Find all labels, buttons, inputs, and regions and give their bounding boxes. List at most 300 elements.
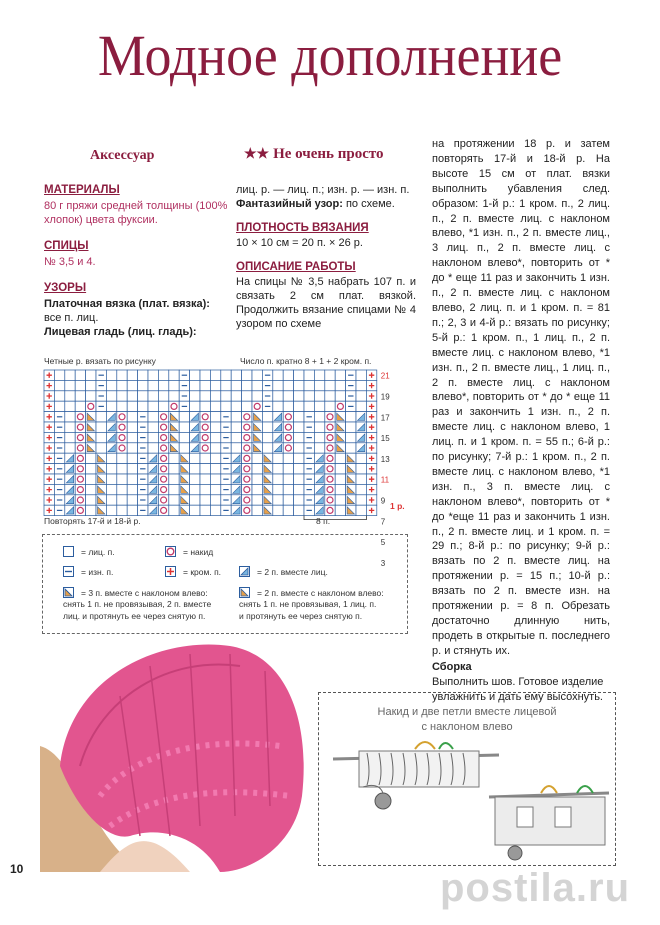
chart-cell <box>127 391 137 401</box>
category-heading: Аксессуар <box>90 148 155 163</box>
chart-cell <box>283 422 293 432</box>
chart-cell <box>75 495 85 505</box>
chart-cell <box>117 474 127 484</box>
chart-cell <box>86 453 96 463</box>
chart-cell <box>75 484 85 494</box>
chart-cell <box>242 505 252 515</box>
chart-cell <box>314 380 324 390</box>
chart-cell <box>117 380 127 390</box>
chart-cell <box>304 401 314 411</box>
chart-cell <box>86 505 96 515</box>
chart-cell <box>75 370 85 380</box>
yarn-over-icon <box>165 546 176 557</box>
chart-row-label: 9 <box>380 496 386 506</box>
difficulty-stars: ★★ <box>244 147 270 162</box>
chart-cell <box>75 464 85 474</box>
chart-cell <box>200 422 210 432</box>
chart-cell <box>200 412 210 422</box>
chart-cell <box>169 453 179 463</box>
chart-cell <box>200 401 210 411</box>
chart-cell <box>117 432 127 442</box>
chart-cell <box>54 401 64 411</box>
chart-cell <box>86 474 96 484</box>
chart-cell <box>117 505 127 515</box>
chart-cell <box>294 443 304 453</box>
edge-stitch-icon <box>165 566 176 577</box>
chart-cell <box>127 422 137 432</box>
chart-cell <box>65 401 75 411</box>
chart-cell <box>148 432 158 442</box>
chart-cell <box>158 484 168 494</box>
illustration-title-line1: Накид и две петли вместе лицевой <box>377 706 557 718</box>
chart-cell <box>325 464 335 474</box>
chart-row-label: 5 <box>380 538 386 548</box>
chart-cell <box>86 401 96 411</box>
chart-cell <box>158 443 168 453</box>
chart-cell <box>231 422 241 432</box>
fancy-pattern-text: по схеме. <box>342 198 395 210</box>
chart-cell <box>158 453 168 463</box>
chart-cell <box>127 380 137 390</box>
chart-cell <box>252 474 262 484</box>
chart-cell <box>294 401 304 411</box>
legend-k3tog-l1: = 3 п. вместе с наклоном влево: <box>81 588 208 598</box>
chart-cell <box>356 464 366 474</box>
chart-cell <box>169 495 179 505</box>
pattern-stockinette-label: Лицевая гладь (лиц. гладь): <box>44 326 197 338</box>
chart-cell <box>96 443 106 453</box>
chart-cell <box>117 401 127 411</box>
chart-cell <box>86 391 96 401</box>
chart-cell <box>252 464 262 474</box>
legend-yo: = накид <box>183 547 214 557</box>
chart-cell <box>325 401 335 411</box>
chart-cell <box>210 484 220 494</box>
chart-cell <box>304 370 314 380</box>
chart-cell <box>106 484 116 494</box>
chart-cell <box>346 432 356 442</box>
pattern-garter-text: все п. лиц. <box>44 312 99 324</box>
chart-cell <box>294 505 304 515</box>
chart-cell <box>325 412 335 422</box>
chart-cell <box>242 391 252 401</box>
chart-cell <box>231 412 241 422</box>
chart-cell <box>294 422 304 432</box>
chart-row-label: 19 <box>380 392 390 402</box>
chart-cell <box>356 391 366 401</box>
chart-cell <box>210 391 220 401</box>
chart-cell <box>252 484 262 494</box>
materials-text: 80 г пряжи средней толщины (100% хлопок) цвета фуксии. <box>44 200 228 226</box>
knit-stitch-icon <box>63 546 74 557</box>
chart-cell <box>138 401 148 411</box>
chart-cell <box>65 380 75 390</box>
chart-cell <box>75 422 85 432</box>
chart-cell <box>127 370 137 380</box>
chart-cell <box>179 443 189 453</box>
chart-cell <box>127 443 137 453</box>
column-3 <box>432 137 610 704</box>
chart-cell <box>200 443 210 453</box>
chart-cell <box>325 422 335 432</box>
chart-cell <box>252 401 262 411</box>
chart-row-label: 17 <box>380 413 390 423</box>
chart-cell <box>148 380 158 390</box>
chart-cell <box>273 370 283 380</box>
chart-cell <box>242 474 252 484</box>
chart-cell <box>335 401 345 411</box>
chart-cell <box>231 443 241 453</box>
chart-cell <box>231 391 241 401</box>
chart-cell <box>242 422 252 432</box>
patterns-heading: УЗОРЫ <box>44 282 87 294</box>
knitting-steps-drawing <box>319 693 615 865</box>
chart-cell <box>200 380 210 390</box>
illustration-title-line2: с наклоном влево <box>421 721 513 733</box>
chart-cell <box>138 391 148 401</box>
chart-cell <box>273 401 283 411</box>
work-heading: ОПИСАНИЕ РАБОТЫ <box>236 261 356 273</box>
chart-cell <box>294 464 304 474</box>
chart-cell <box>158 474 168 484</box>
chart-cell <box>252 370 262 380</box>
hat-photo <box>40 636 308 872</box>
chart-cell <box>127 432 137 442</box>
chart-cell <box>210 380 220 390</box>
chart-cell <box>169 391 179 401</box>
fancy-pattern-label: Фантазийный узор: <box>236 198 343 210</box>
chart-cell <box>117 495 127 505</box>
watermark: postila.ru <box>440 866 631 910</box>
chart-cell <box>325 370 335 380</box>
chart-cell <box>325 443 335 453</box>
chart-cell <box>252 380 262 390</box>
chart-cell <box>200 474 210 484</box>
chart-caption-repeat: Повторять 17-й и 18-й р. <box>44 516 141 526</box>
legend-k2tog-l1: = 2 п. вместе с наклоном влево: <box>257 588 384 598</box>
chart-cell <box>210 443 220 453</box>
chart-cell <box>221 401 231 411</box>
difficulty-heading <box>244 146 384 163</box>
chart-cell <box>127 464 137 474</box>
chart-cell <box>325 505 335 515</box>
chart-cell <box>65 412 75 422</box>
chart-cell <box>148 422 158 432</box>
legend-purl: = изн. п. <box>81 567 114 577</box>
chart-cell <box>335 380 345 390</box>
chart-cell <box>117 391 127 401</box>
chart-cell <box>106 495 116 505</box>
chart-cell <box>138 370 148 380</box>
chart-cell <box>190 380 200 390</box>
chart-repeat-label: 8 п. <box>316 516 331 526</box>
chart-cell <box>169 464 179 474</box>
legend-k2tog-l3: и протянуть ее через снятую п. <box>239 611 363 621</box>
chart-cell <box>356 495 366 505</box>
chart-cell <box>148 412 158 422</box>
chart-cell <box>314 401 324 411</box>
chart-cell <box>283 453 293 463</box>
chart-cell <box>242 464 252 474</box>
chart-cell <box>200 495 210 505</box>
chart-cell <box>210 464 220 474</box>
chart-cell <box>304 380 314 390</box>
chart-cell <box>231 370 241 380</box>
chart-cell <box>169 380 179 390</box>
page-title: Модное дополнение <box>97 23 563 88</box>
chart-cell <box>273 495 283 505</box>
chart-cell <box>252 495 262 505</box>
chart-cell <box>273 484 283 494</box>
technique-illustration <box>318 692 616 866</box>
chart-cell <box>356 474 366 484</box>
chart-cell <box>158 412 168 422</box>
chart-legend <box>42 534 408 634</box>
chart-cell <box>283 370 293 380</box>
chart-cell <box>75 380 85 390</box>
chart-cell <box>314 370 324 380</box>
chart-cell <box>117 464 127 474</box>
chart-cell <box>158 422 168 432</box>
chart-cell <box>335 474 345 484</box>
chart-cell <box>221 391 231 401</box>
chart-cell <box>158 432 168 442</box>
k3tog-left-icon <box>63 587 74 598</box>
chart-cell <box>231 432 241 442</box>
chart-cell <box>325 474 335 484</box>
chart-cell <box>273 474 283 484</box>
chart-cell <box>200 453 210 463</box>
chart-cell <box>294 391 304 401</box>
chart-cell <box>283 484 293 494</box>
chart-cell <box>106 474 116 484</box>
chart-cell <box>117 412 127 422</box>
assembly-heading: Сборка <box>432 660 472 673</box>
chart-cell <box>190 484 200 494</box>
chart-cell <box>200 484 210 494</box>
chart-cell <box>262 422 272 432</box>
chart-cell <box>127 484 137 494</box>
chart-cell <box>210 495 220 505</box>
chart-cell <box>231 401 241 411</box>
chart-cell <box>127 412 137 422</box>
chart-cell <box>356 380 366 390</box>
chart-cell <box>283 380 293 390</box>
chart-cell <box>283 505 293 515</box>
chart-cell <box>190 370 200 380</box>
chart-cell <box>148 370 158 380</box>
chart-cell <box>210 453 220 463</box>
chart-cell <box>283 495 293 505</box>
work-text: На спицы № 3,5 набрать 107 п. и связать 2 см плат. вязкой. Продолжить вязание спицами № 4 узором по схеме <box>236 276 416 330</box>
chart-cell <box>242 453 252 463</box>
chart-cell <box>314 391 324 401</box>
chart-cell <box>148 401 158 411</box>
needles-text: № 3,5 и 4. <box>44 256 96 268</box>
chart-cell <box>242 484 252 494</box>
chart-cell <box>86 370 96 380</box>
chart-cell <box>335 495 345 505</box>
chart-cell <box>273 453 283 463</box>
chart-cell <box>148 391 158 401</box>
chart-cell <box>106 464 116 474</box>
chart-cell <box>117 453 127 463</box>
chart-cell <box>190 453 200 463</box>
chart-cell <box>283 432 293 442</box>
chart-cell <box>210 370 220 380</box>
chart-cell <box>283 474 293 484</box>
chart-cell <box>283 443 293 453</box>
chart-cell <box>179 422 189 432</box>
chart-cell <box>210 505 220 515</box>
chart-cell <box>294 453 304 463</box>
chart-cell <box>65 432 75 442</box>
chart-cell <box>262 432 272 442</box>
chart-cell <box>106 370 116 380</box>
chart-row-label: 13 <box>380 454 390 464</box>
chart-cell <box>283 412 293 422</box>
pattern-garter-label: Платочная вязка (плат. вязка): <box>44 298 210 310</box>
chart-cell <box>262 412 272 422</box>
legend-knit: = лиц. п. <box>81 547 115 557</box>
chart-cell <box>200 432 210 442</box>
chart-cell <box>314 422 324 432</box>
chart-cell <box>158 495 168 505</box>
chart-cell <box>106 391 116 401</box>
chart-row-label: 15 <box>380 434 390 444</box>
chart-cell <box>294 380 304 390</box>
materials-heading: МАТЕРИАЛЫ <box>44 184 120 196</box>
page-number: 10 <box>10 862 24 876</box>
chart-cell <box>252 453 262 463</box>
chart-cell <box>117 422 127 432</box>
assembly-text: Выполнить шов. Готовое изделие увлажнить и дать ему высохнуть. <box>432 675 604 703</box>
chart-cell <box>335 391 345 401</box>
chart-cell <box>221 370 231 380</box>
chart-cell <box>231 380 241 390</box>
legend-edge: = кром. п. <box>183 567 222 577</box>
chart-cell <box>356 401 366 411</box>
chart-cell <box>200 370 210 380</box>
chart-cell <box>190 464 200 474</box>
chart-cell <box>117 484 127 494</box>
chart-cell <box>127 474 137 484</box>
chart-cell <box>221 380 231 390</box>
chart-cell <box>75 401 85 411</box>
chart-cell <box>210 474 220 484</box>
difficulty-label: Не очень просто <box>273 146 384 162</box>
chart-cell <box>86 495 96 505</box>
chart-cell <box>294 474 304 484</box>
chart-cell <box>65 391 75 401</box>
chart-cell <box>75 443 85 453</box>
chart-cell <box>200 391 210 401</box>
chart-row-label: 3 <box>380 558 386 568</box>
chart-cell <box>325 495 335 505</box>
k2tog-left-icon <box>239 587 250 598</box>
chart-cell <box>304 391 314 401</box>
chart-cell <box>210 432 220 442</box>
chart-cell <box>158 464 168 474</box>
chart-cell <box>335 453 345 463</box>
chart-cell <box>96 422 106 432</box>
chart-cell <box>273 505 283 515</box>
chart-cell <box>106 380 116 390</box>
chart-cell <box>54 370 64 380</box>
chart-cell <box>314 412 324 422</box>
chart-cell <box>169 474 179 484</box>
chart-cell <box>242 412 252 422</box>
chart-cell <box>158 370 168 380</box>
chart-cell <box>294 412 304 422</box>
chart-cell <box>335 370 345 380</box>
chart-cell <box>75 453 85 463</box>
chart-cell <box>252 391 262 401</box>
chart-cell <box>169 505 179 515</box>
legend-k3tog-l2: снять 1 п. не провязывая, 2 п. вместе <box>63 599 212 609</box>
density-text: 10 × 10 см = 20 п. × 26 р. <box>236 237 363 249</box>
chart-cell <box>54 391 64 401</box>
chart-cell <box>96 412 106 422</box>
work-continued-text: на протяжении 18 р. и затем повторять 17-й и 18-й р. На высоте 15 см от плат. вязки выполнить убавления след. образом: 1-й р.: 1 кром. п., 2 лиц. п., 2 п. вместе лиц. с наклоном влево, *1 изн. п., 2 п. вместе лиц., 3 лиц. п., 2 п. вместе лиц. с наклоном влево*, повторить от * до * еще 11 раз и закончить 1 изн. п., 2 п. вместе лиц. с наклоном влево, 2 лиц. п. и 1 кром. п. = 81 п.; 2, 3 и 4-й р.: вязать по рисунку; 5-й р.: 1 кром. п., 1 лиц. п., 2 п. вместе лиц. с наклоном влево, *1 изн. п., 2 п. вместе лиц., 1 лиц. п., 2 п. вместе лиц. с наклоном влево*, повторить от * до * еще 11 раз и закончить 1 изн. п., 2 п. вместе лиц. с наклоном влево, 1 лиц. п. и 1 кром. п. = 55 п.; 6-й р.: по рисунку; 7-й р.: 1 кром. п., 2 п. вместе лиц. с наклоном влево, *1 изн. п., 3 п. вместе лиц. с наклоном влево*, повторить от * до *еще 11 раз и закончить 1 изн. п., 2 п. вместе лиц. и 1 кром. п. = 29 п.; 8-й р.: по рисунку; 9-й р.: вязать по 2 п. вместе лиц. на протяжении р. = 15 п.; 10-й р.: вязать по 2 п. вместе изн. на протяжении р. = 8 п. Обрезать достаточно длинную нить, продеть в открытые п. последнего р. и стянуть их. <box>432 138 610 657</box>
chart-cell <box>346 422 356 432</box>
chart-cell <box>117 370 127 380</box>
chart-cell <box>294 484 304 494</box>
density-heading: ПЛОТНОСТЬ ВЯЗАНИЯ <box>236 222 369 234</box>
chart-cell <box>138 380 148 390</box>
chart-cell <box>252 505 262 515</box>
legend-k3tog-l3: лиц. и протянуть ее через снятую п. <box>63 611 206 621</box>
chart-cell <box>325 453 335 463</box>
chart-cell <box>210 422 220 432</box>
chart-cell <box>200 505 210 515</box>
chart-cell <box>273 464 283 474</box>
chart-cell <box>325 432 335 442</box>
chart-cell <box>294 370 304 380</box>
chart-cell <box>75 474 85 484</box>
chart-cell <box>127 505 137 515</box>
chart-cell <box>242 370 252 380</box>
purl-stitch-icon <box>63 566 74 577</box>
chart-cell <box>190 401 200 411</box>
chart-cell <box>356 484 366 494</box>
chart-cell <box>335 464 345 474</box>
chart-cell <box>190 495 200 505</box>
chart-caption-multiple: Число п. кратно 8 + 1 + 2 кром. п. <box>240 356 372 366</box>
chart-cell <box>106 453 116 463</box>
column-1 <box>44 183 230 339</box>
chart-cell <box>210 401 220 411</box>
legend-k2tog-l2: снять 1 п. не провязывая, 1 лиц. п. <box>239 599 377 609</box>
chart-cell <box>65 443 75 453</box>
chart-cell <box>356 505 366 515</box>
chart-cell <box>294 432 304 442</box>
chart-cell <box>273 380 283 390</box>
chart-cell <box>127 401 137 411</box>
chart-cell <box>283 401 293 411</box>
column-2 <box>236 183 416 331</box>
chart-cell <box>325 391 335 401</box>
repeat-bracket <box>304 516 366 520</box>
chart-cell <box>262 443 272 453</box>
chart-cell <box>346 443 356 453</box>
chart-cell <box>158 380 168 390</box>
chart-cell <box>127 453 137 463</box>
chart-cell <box>356 453 366 463</box>
chart-cell <box>75 391 85 401</box>
chart-row-label: 11 <box>380 475 390 485</box>
chart-cell <box>179 412 189 422</box>
